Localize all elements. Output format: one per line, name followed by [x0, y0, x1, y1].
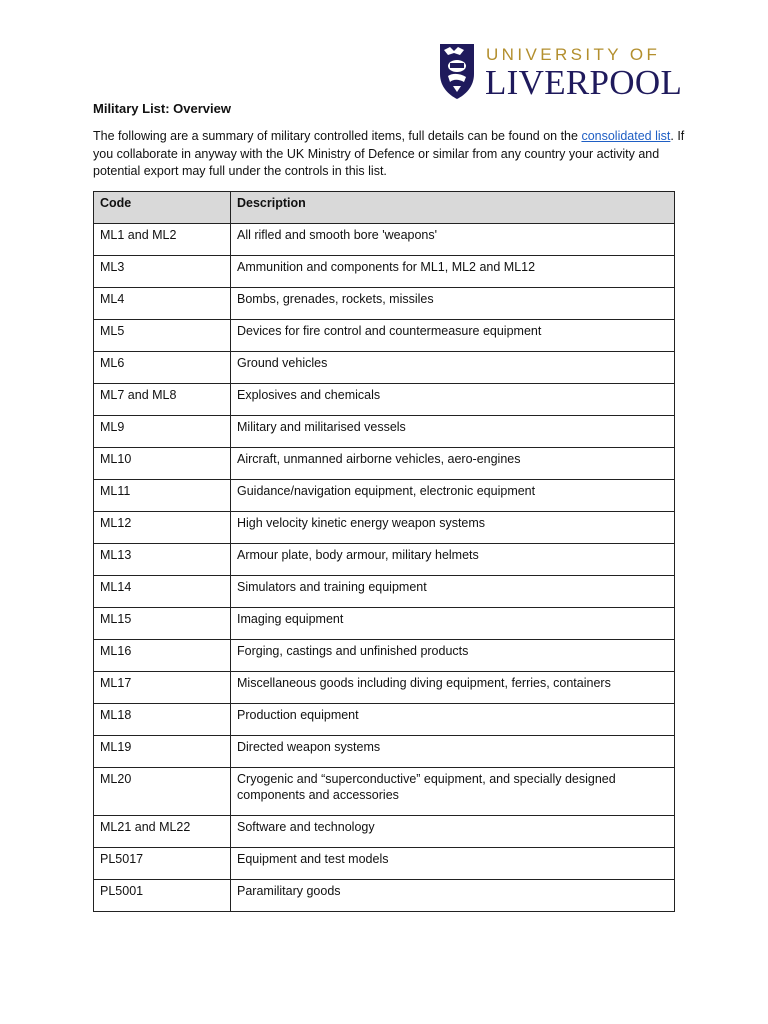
row-code: ML3: [94, 256, 231, 288]
row-description: All rifled and smooth bore 'weapons': [231, 224, 675, 256]
table-row: [94, 544, 675, 576]
row-code: ML17: [94, 672, 231, 704]
row-description: Aircraft, unmanned airborne vehicles, aero-engines: [231, 448, 675, 480]
row-description: Armour plate, body armour, military helmets: [231, 544, 675, 576]
table-row: [94, 848, 675, 880]
row-description: Military and militarised vessels: [231, 416, 675, 448]
row-code: ML5: [94, 320, 231, 352]
intro-paragraph: [93, 128, 693, 181]
row-code: ML15: [94, 608, 231, 640]
logo-liverpool-text: LIVERPOOL: [485, 63, 683, 102]
table-row: [94, 640, 675, 672]
row-code: ML21 and ML22: [94, 816, 231, 848]
page-title: Military List: Overview: [93, 101, 231, 116]
row-description: High velocity kinetic energy weapon systems: [231, 512, 675, 544]
row-description: Directed weapon systems: [231, 736, 675, 768]
logo-university-of-text: UNIVERSITY OF: [486, 45, 661, 64]
consolidated-list-link[interactable]: consolidated list: [581, 129, 671, 143]
row-code: ML7 and ML8: [94, 384, 231, 416]
table-row: [94, 880, 675, 912]
table-row: [94, 224, 675, 256]
table-row: [94, 480, 675, 512]
row-description: Ground vehicles: [231, 352, 675, 384]
intro-text-start: The following are a summary of military controlled items, full details can be found on the: [93, 129, 582, 143]
row-description: Explosives and chemicals: [231, 384, 675, 416]
table-row: [94, 256, 675, 288]
row-description: Guidance/navigation equipment, electronic equipment: [231, 480, 675, 512]
row-code: ML14: [94, 576, 231, 608]
row-code: ML13: [94, 544, 231, 576]
table-row: [94, 448, 675, 480]
row-code: ML16: [94, 640, 231, 672]
row-description: Bombs, grenades, rockets, missiles: [231, 288, 675, 320]
row-code: ML11: [94, 480, 231, 512]
table-row: [94, 704, 675, 736]
row-description: Miscellaneous goods including diving equipment, ferries, containers: [231, 672, 675, 704]
row-description: Cryogenic and “superconductive” equipment, and specially designed components and accessories: [231, 768, 675, 816]
row-description: Equipment and test models: [231, 848, 675, 880]
table-row: [94, 384, 675, 416]
row-code: ML6: [94, 352, 231, 384]
column-header-code: Code: [94, 192, 231, 224]
column-header-description: Description: [231, 192, 675, 224]
university-logo: [438, 40, 683, 102]
table-row: [94, 576, 675, 608]
crest-icon: [438, 42, 476, 100]
table-row: [94, 416, 675, 448]
table-header-row: [94, 192, 675, 224]
table-row: [94, 288, 675, 320]
military-list-table: [93, 191, 675, 912]
row-description: Devices for fire control and countermeasure equipment: [231, 320, 675, 352]
row-description: Paramilitary goods: [231, 880, 675, 912]
row-description: Forging, castings and unfinished products: [231, 640, 675, 672]
table-row: [94, 768, 675, 816]
row-code: PL5001: [94, 880, 231, 912]
row-description: Software and technology: [231, 816, 675, 848]
row-code: ML20: [94, 768, 231, 816]
row-code: ML18: [94, 704, 231, 736]
table-row: [94, 512, 675, 544]
table-row: [94, 608, 675, 640]
row-description: Production equipment: [231, 704, 675, 736]
row-code: ML1 and ML2: [94, 224, 231, 256]
row-description: Simulators and training equipment: [231, 576, 675, 608]
table-row: [94, 320, 675, 352]
row-code: PL5017: [94, 848, 231, 880]
row-description: Imaging equipment: [231, 608, 675, 640]
row-code: ML19: [94, 736, 231, 768]
row-description: Ammunition and components for ML1, ML2 and ML12: [231, 256, 675, 288]
row-code: ML4: [94, 288, 231, 320]
table-row: [94, 352, 675, 384]
table-row: [94, 736, 675, 768]
row-code: ML9: [94, 416, 231, 448]
table-row: [94, 816, 675, 848]
row-code: ML10: [94, 448, 231, 480]
table-row: [94, 672, 675, 704]
row-code: ML12: [94, 512, 231, 544]
intro-text-end: . If you collaborate in anyway with the UK Ministry of Defence or similar from any country your activity and potential export may full under the controls in this list.: [93, 129, 685, 179]
